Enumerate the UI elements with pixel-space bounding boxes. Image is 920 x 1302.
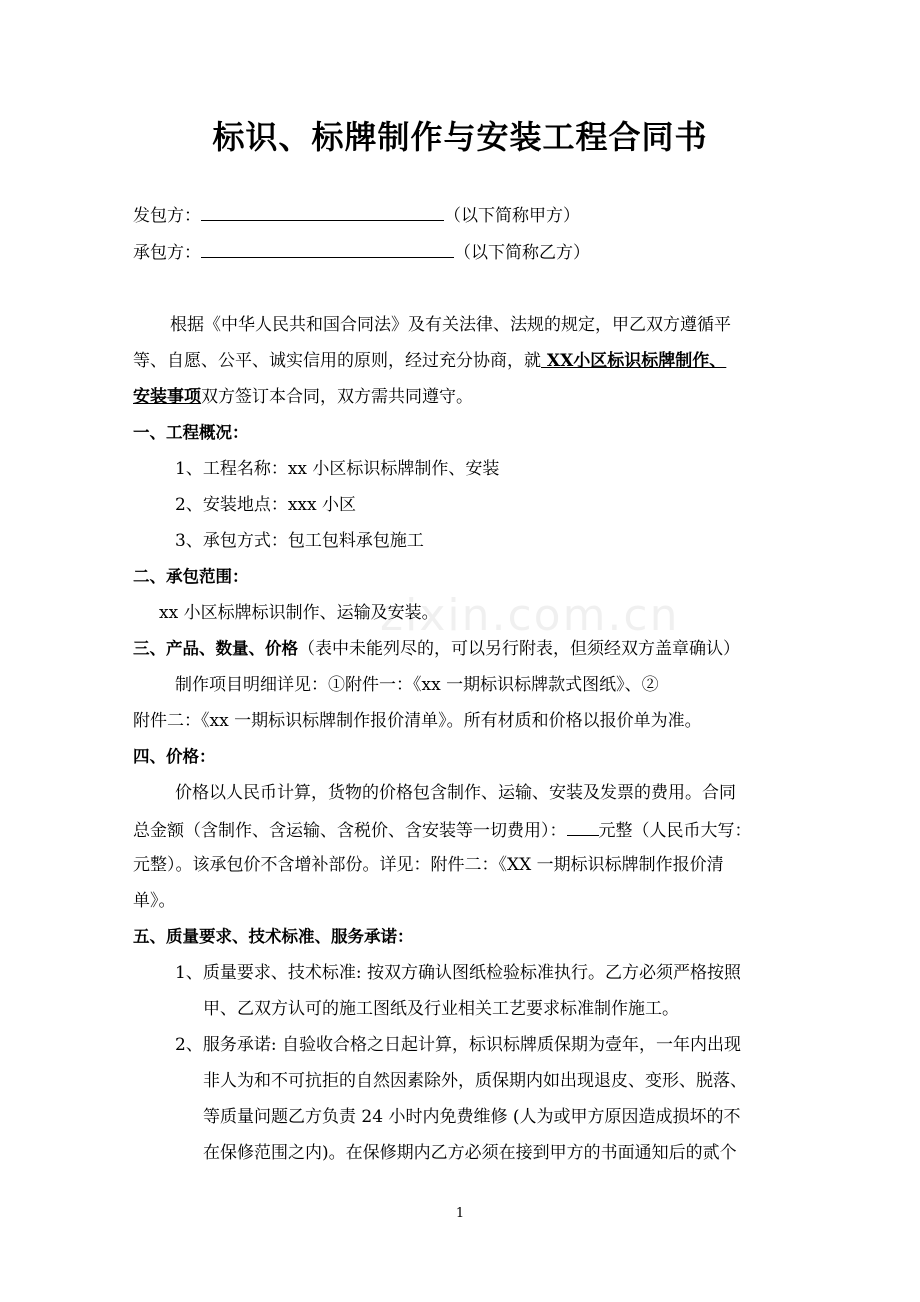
section-5-item-2-line-3: 等质量问题乙方负责 24 小时内免费维修 (人为或甲方原因造成损坏的不 <box>203 1107 741 1127</box>
intro-line-3 <box>133 385 473 409</box>
section-4-heading: 四、价格： <box>133 747 216 766</box>
section-3-heading: 三、产品、数量、价格 <box>133 639 298 658</box>
party-b-label: 承包方： <box>133 243 201 263</box>
section-5-item-1-line-1: 1、质量要求、技术标准: 按双方确认图纸检验标准执行。乙方必须严格按照 <box>175 963 741 983</box>
intro-line-2 <box>133 349 726 373</box>
section-3-heading-row <box>133 637 740 661</box>
page-number: 1 <box>455 1206 465 1221</box>
watermark: zixin.com.cn <box>380 590 680 641</box>
section-2-text: xx 小区标牌标识制作、运输及安装。 <box>159 603 439 623</box>
section-4-line-4: 单》。 <box>133 891 176 911</box>
party-b-row <box>133 239 590 265</box>
section-4-line-2-post: 元整（人民币大写： <box>598 821 752 841</box>
section-5-item-2-line-2: 非人为和不可抗拒的自然因素除外，质保期内如出现退皮、变形、脱落、 <box>203 1071 747 1091</box>
section-4-line-1: 价格以人民币计算，货物的价格包含制作、运输、安装及发票的费用。合同 <box>175 783 736 803</box>
section-1-heading: 一、工程概况： <box>133 423 249 442</box>
party-b-blank <box>201 239 454 258</box>
section-3-line-2: 附件二：《xx 一期标识标牌制作报价清单》。所有材质和价格以报价单为准。 <box>133 711 702 731</box>
section-5-item-1-line-2: 甲、乙双方认可的施工图纸及行业相关工艺要求标准制作施工。 <box>203 999 679 1019</box>
party-a-note: （以下简称甲方） <box>444 206 580 226</box>
section-5-item-2-line-1: 2、服务承诺: 自验收合格之日起计算，标识标牌质保期为壹年，一年内出现 <box>175 1035 741 1055</box>
intro-line-3-text: 双方签订本合同，双方需共同遵守。 <box>201 387 473 407</box>
section-4-line-2-text: 总金额（含制作、含运输、含税价、含安装等一切费用）： <box>133 821 567 841</box>
party-a-blank <box>201 202 444 221</box>
project-matter-underlined: 安装事项 <box>133 387 201 407</box>
section-4-line-2 <box>133 817 752 843</box>
intro-line-2-text: 等、自愿、公平、诚实信用的原则，经过充分协商，就 <box>133 351 541 371</box>
section-1-item-1: 1、工程名称：xx 小区标识标牌制作、安装 <box>175 459 500 479</box>
document-title: 标识、标牌制作与安装工程合同书 <box>212 118 708 156</box>
amount-blank <box>567 817 599 836</box>
section-5-item-2-line-4: 在保修范围之内)。在保修期内乙方必须在接到甲方的书面通知后的贰个 <box>203 1143 737 1163</box>
section-4-line-3: 元整）。该承包价不含增补部份。详见：附件二：《XX 一期标识标牌制作报价清 <box>133 855 724 875</box>
party-a-row <box>133 202 580 228</box>
party-a-label: 发包方： <box>133 206 201 226</box>
section-5-heading: 五、质量要求、技术标准、服务承诺： <box>133 927 414 946</box>
project-name-underlined: XX小区标识标牌制作、 <box>541 351 727 371</box>
section-3-heading-note: （表中未能列尽的，可以另行附表，但须经双方盖章确认） <box>298 639 740 659</box>
section-3-line-1: 制作项目明细详见：①附件一：《xx 一期标识标牌款式图纸》、② <box>175 675 659 695</box>
section-1-item-2: 2、安装地点：xxx 小区 <box>175 495 356 515</box>
section-2-heading: 二、承包范围： <box>133 567 249 586</box>
intro-line-1: 根据《中华人民共和国合同法》及有关法律、法规的规定，甲乙双方遵循平 <box>170 315 731 335</box>
section-1-item-3: 3、承包方式：包工包料承包施工 <box>175 531 424 551</box>
party-b-note: （以下简称乙方） <box>454 243 590 263</box>
